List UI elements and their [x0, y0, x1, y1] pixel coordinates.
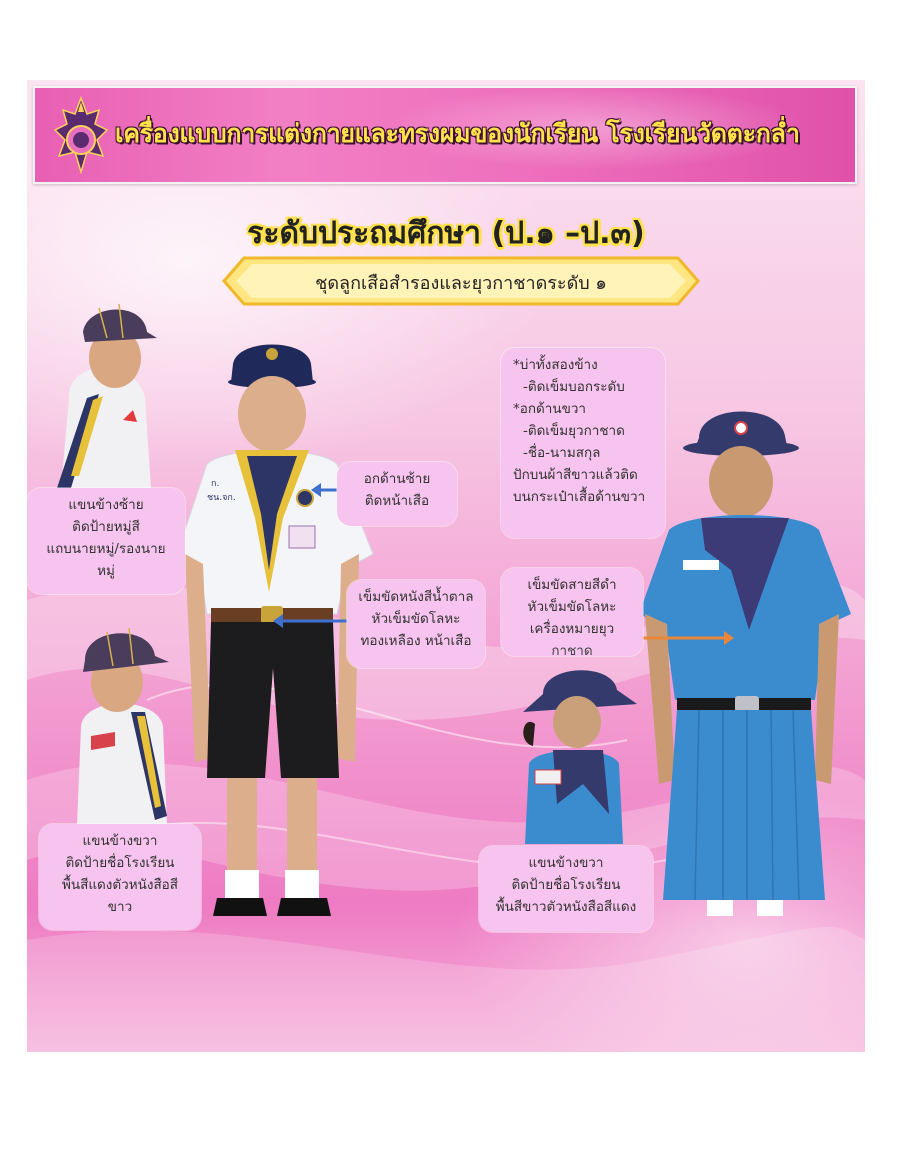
- note-line: แขนข้างซ้าย: [68, 497, 144, 513]
- note-line: อกด้านซ้าย: [363, 471, 431, 487]
- note-left-chest: [337, 462, 457, 526]
- note-line: แขนข้างขวา: [82, 833, 158, 849]
- uniform-banner: [222, 256, 700, 306]
- poster: [27, 80, 865, 1052]
- note-line: พื้นสีแดงตัวหนังสือสี: [61, 877, 179, 893]
- note-line: ติดป้ายชื่อโรงเรียน: [65, 855, 175, 871]
- note-line: กาชาด: [551, 643, 593, 656]
- girl-side-photo: [513, 654, 643, 844]
- level-title: ระดับประถมศึกษา (ป.๑ –ป.๓): [247, 216, 645, 251]
- note-line: -ติดเข็มบอกระดับ: [523, 379, 625, 395]
- note-line: ขาว: [107, 899, 133, 915]
- arrow-belt-girl: [638, 630, 734, 646]
- note-belt-boy: [347, 580, 485, 668]
- boy-name-tag-line2: ชน.จก.: [207, 493, 236, 503]
- note-line: ติดป้ายชื่อโรงเรียน: [511, 877, 621, 893]
- banner-text: ชุดลูกเสือสำรองและยุวกาชาดระดับ ๑: [315, 273, 607, 294]
- note-line: หัวเข็มขัดโลหะ: [371, 611, 461, 627]
- note-line: แถบนายหมู่/รองนาย: [46, 541, 166, 557]
- note-belt-girl: [501, 568, 643, 656]
- note-line: ปักบนผ้าสีขาวแล้วติด: [513, 467, 638, 483]
- note-line: เครื่องหมายยุว: [529, 621, 615, 637]
- note-right-sleeve-girl: [479, 846, 653, 932]
- note-line: -ติดเข็มยุวกาชาด: [523, 423, 625, 439]
- arrow-belt-boy: [273, 613, 349, 629]
- note-line: ติดหน้าเสือ: [364, 493, 430, 509]
- note-right-sleeve-boy: [39, 824, 201, 930]
- note-line: แขนข้างขวา: [528, 855, 604, 871]
- note-line: พื้นสีขาวตัวหนังสือสีแดง: [495, 899, 637, 915]
- boy-name-tag-line1: ก.: [211, 479, 220, 489]
- note-shoulders: [501, 348, 665, 538]
- boy-side-right-photo: [71, 616, 181, 826]
- note-line: *อกด้านขวา: [513, 401, 586, 417]
- girl-front-photo: [639, 400, 853, 916]
- note-line: -ชื่อ-นามสกุล: [523, 445, 601, 461]
- note-line: ติดป้ายหมู่สี: [72, 519, 140, 535]
- note-line: บนกระเป๋าเสื้อด้านขวา: [513, 489, 646, 505]
- header-banner: [33, 86, 857, 184]
- note-line: หมู่: [97, 563, 115, 579]
- note-line: เข็มขัดหนังสีน้ำตาล: [358, 589, 474, 605]
- note-line: ทองเหลือง หน้าเสือ: [360, 633, 472, 649]
- note-line: เข็มขัดสายสีดำ: [527, 577, 617, 593]
- header-title: เครื่องแบบการแต่งกายและทรงผมของนักเรียน โรงเรียนวัดตะกล่ำ: [115, 119, 800, 148]
- school-emblem-icon: [53, 96, 109, 174]
- boy-side-left-photo: [47, 298, 157, 488]
- note-line: *บ่าทั้งสองข้าง: [513, 357, 598, 373]
- note-left-sleeve: [27, 488, 185, 594]
- note-line: หัวเข็มขัดโลหะ: [527, 599, 617, 615]
